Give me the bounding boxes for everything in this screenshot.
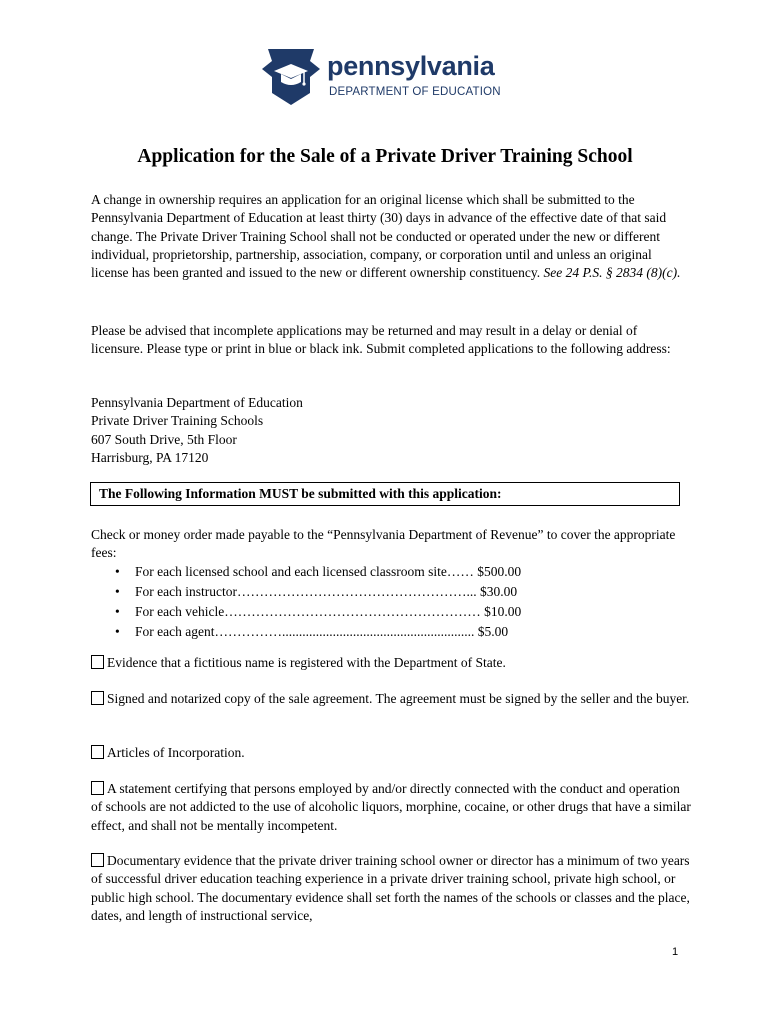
checkbox[interactable] <box>91 853 104 867</box>
logo-department: DEPARTMENT OF EDUCATION <box>329 86 501 98</box>
fee-item-school: • For each licensed school and each licensed classroom site…… $500.00 <box>91 562 691 582</box>
advisory-text: Please be advised that incomplete applications may be returned and may result in a delay or denial of licensure. Please type or print in blue or black ink. Submit completed applications to the following address: <box>91 323 671 357</box>
checkbox[interactable] <box>91 781 104 795</box>
fee-list <box>91 562 691 642</box>
checkbox[interactable] <box>91 655 104 669</box>
address-line-3: 607 South Drive, 5th Floor <box>91 431 237 447</box>
checkbox[interactable] <box>91 691 104 705</box>
pde-logo <box>260 47 520 107</box>
checkbox[interactable] <box>91 745 104 759</box>
mailing-address <box>91 394 691 467</box>
checklist-item-text: Evidence that a fictitious name is registered with the Department of State. <box>107 655 506 670</box>
checklist-item-sale-agreement <box>91 690 691 708</box>
advisory-paragraph <box>91 322 691 359</box>
requirements-header-box: The Following Information MUST be submitted with this application: <box>90 482 680 506</box>
intro-text: A change in ownership requires an application for an original license which shall be submitted to the Pennsylvania Department of Education at least thirty (30) days in advance of the effective date of that said change. The Private Driver Training School shall not be conducted or operated under the new or different individual, proprietorship, partnership, association, company, or corporation until and unless an original license has been granted and issued to the new or different ownership constituency. <box>91 192 667 281</box>
fee-item-instructor: • For each instructor……………………………………………... $30.00 <box>91 582 691 602</box>
checklist-item-statement <box>91 780 691 835</box>
address-line-2: Private Driver Training Schools <box>91 413 264 429</box>
keystone-graduation-cap-icon <box>260 47 322 107</box>
page-number: 1 <box>672 946 679 958</box>
checklist-item-text: Articles of Incorporation. <box>107 745 245 760</box>
fee-item-agent: • For each agent……………......................................................... $5.00 <box>91 622 691 642</box>
fees-intro: Check or money order made payable to the “Pennsylvania Department of Revenue” to cover the appropriate fees: <box>91 527 676 561</box>
checklist-item-documentary-evidence <box>91 852 691 925</box>
checklist-item-fictitious-name <box>91 654 691 672</box>
address-line-4: Harrisburg, PA 17120 <box>91 449 209 465</box>
logo-wordmark: pennsylvania <box>327 51 495 81</box>
address-line-1: Pennsylvania Department of Education <box>91 395 303 410</box>
checklist-item-text: Documentary evidence that the private driver training school owner or director has a minimum of two years of successful driver education teaching experience in a private driver training school, private high school, or public high school. The documentary evidence shall set forth the names of the schools or classes and the place, dates, and length of instructional service, <box>91 853 690 923</box>
page-title: Application for the Sale of a Private Driver Training School <box>137 146 633 167</box>
statute-citation: See 24 P.S. § 2834 (8)(c). <box>543 265 681 281</box>
checklist-item-articles <box>91 744 691 762</box>
checklist-item-text: A statement certifying that persons employed by and/or directly connected with the conduct and operation of schools are not addicted to the use of alcoholic liquors, morphine, cocaine, or other drugs that have a similar effect, and shall not be mentally incompetent. <box>91 781 691 833</box>
fee-item-vehicle: • For each vehicle………………………………………………… $10.00 <box>91 602 691 622</box>
checklist-item-text: Signed and notarized copy of the sale agreement. The agreement must be signed by the seller and the buyer. <box>107 691 690 706</box>
intro-paragraph <box>91 191 691 282</box>
